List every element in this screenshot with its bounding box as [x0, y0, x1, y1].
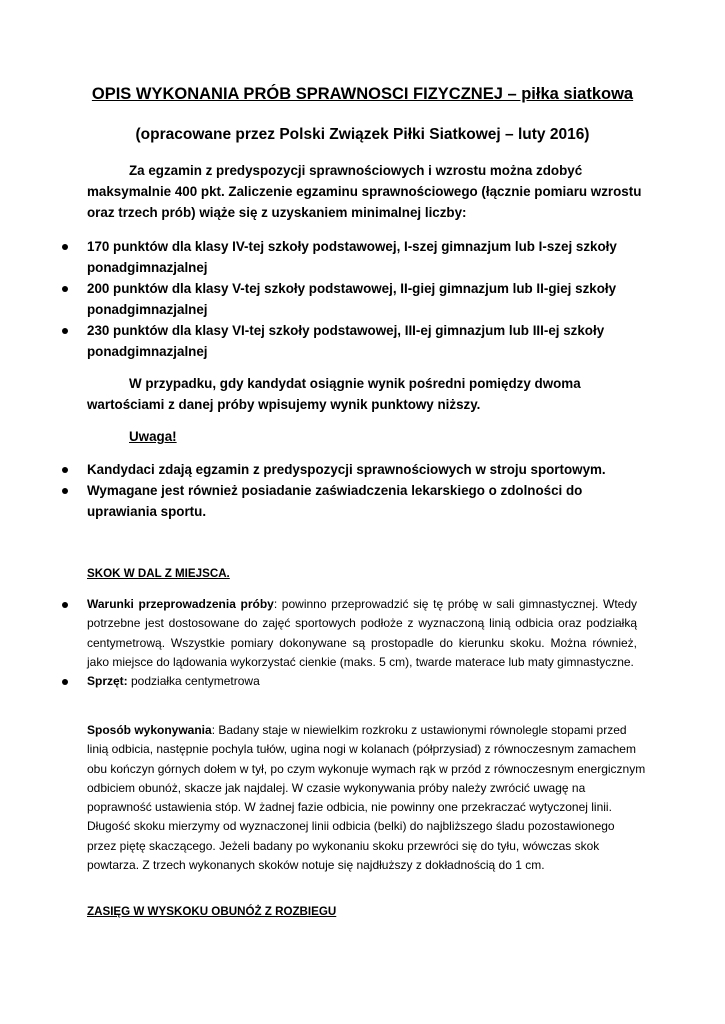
- method-text: : Badany staje w niewielkim rozkroku z ustawionymi równolegle stopami przed linią odbicia, następnie pochyla tułów, ugina nogi w kolanach (półprzysiad) z równoczesnym zamachem obu kończyn górnych dołem w tył, po czym wykonuje wymach rąk w przód z równoczesnym energicznym odbiciem obunóż, skacze jak najdalej. W czasie wykonywania próby należy zwrócić uwagę na poprawność ustawienia stóp. W żadnej fazie odbicia, nie powinny one przekraczać wytyczonej linii. Długość skoku mierzymy od wyznaczonej linii odbicia (belki) do najbliższego śladu pozostawionego przez piętę skaczącego. Jeżeli badany po wykonaniu skoku przewróci się do tyłu, wówczas skok powtarza. Z trzech wykonanych skoków notuje się najdłuższy z dokładnością do 1 cm.: [87, 723, 646, 873]
- method-label: Sposób wykonywania: [87, 723, 212, 737]
- page-title: OPIS WYKONANIA PRÓB SPRAWNOSCI FIZYCZNEJ – piłka siatkowa: [91, 85, 634, 103]
- bullet-icon: [62, 488, 68, 494]
- equipment-label: Sprzęt:: [87, 674, 128, 689]
- intermediate-paragraph: W przypadku, gdy kandydat osiągnie wynik pośredni pomiędzy dwoma wartościami z danej próby wpisujemy wynik punktowy niższy.: [87, 376, 581, 412]
- bullet-icon: [62, 244, 68, 250]
- list-item: 200 punktów dla klasy V-tej szkoły podstawowej, II-giej gimnazjum lub II-giej szkoły ponadgimnazjalnej: [62, 278, 652, 320]
- bullet-icon: [62, 602, 68, 608]
- list-item: [62, 672, 637, 691]
- thresholds-list: [62, 236, 652, 362]
- equipment-text: podziałka centymetrowa: [127, 674, 260, 689]
- list-item: Kandydaci zdają egzamin z predyspozycji sprawnościowych w stroju sportowym.: [62, 459, 652, 480]
- bullet-icon: [62, 679, 68, 685]
- list-item: Wymagane jest również posiadanie zaświadczenia lekarskiego o zdolności do uprawiania sportu.: [62, 480, 652, 522]
- list-item: 170 punktów dla klasy IV-tej szkoły podstawowej, I-szej gimnazjum lub I-szej szkoły ponadgimnazjalnej: [62, 236, 652, 278]
- method-paragraph: [87, 721, 647, 875]
- bullet-icon: [62, 328, 68, 334]
- list-item: 230 punktów dla klasy VI-tej szkoły podstawowej, III-ej gimnazjum lub III-ej szkoły ponadgimnazjalnej: [62, 320, 652, 362]
- intro-paragraph: Za egzamin z predyspozycji sprawnościowych i wzrostu można zdobyć maksymalnie 400 pkt. Zaliczenie egzaminu sprawnościowego (łącznie pomiaru wzrostu oraz trzech prób) wiąże się z uzyskaniem minimalnej liczby:: [87, 163, 642, 220]
- bullet-icon: [62, 286, 68, 292]
- bullet-icon: [62, 467, 68, 473]
- conditions-label: Warunki przeprowadzenia próby: [87, 597, 274, 611]
- conditions-text: : powinno przeprowadzić się tę próbę w sali gimnastycznej. Wtedy potrzebne jest dostosowane do zajęć sportowych podłoże z wyznaczoną linią odbicia oraz podziałką centymetrową. Wszystkie pomiary dokonywane są prostopadle do kierunku skoku. Można również, jako miejsce do lądowania wykorzystać cienkie (maks. 5 cm), twarde materace lub maty gimnastyczne.: [87, 597, 637, 669]
- list-item: [62, 595, 637, 672]
- notes-list: [62, 459, 652, 522]
- note-heading: Uwaga!: [129, 429, 177, 444]
- standing-jump-list: [62, 595, 637, 691]
- page-subtitle: (opracowane przez Polski Związek Piłki Siatkowej – luty 2016): [135, 126, 590, 143]
- section-heading-jump-reach: ZASIĘG W WYSKOKU OBUNÓŻ Z ROZBIEGU: [87, 905, 337, 918]
- section-heading-standing-jump: SKOK W DAL Z MIEJSCA.: [87, 567, 230, 580]
